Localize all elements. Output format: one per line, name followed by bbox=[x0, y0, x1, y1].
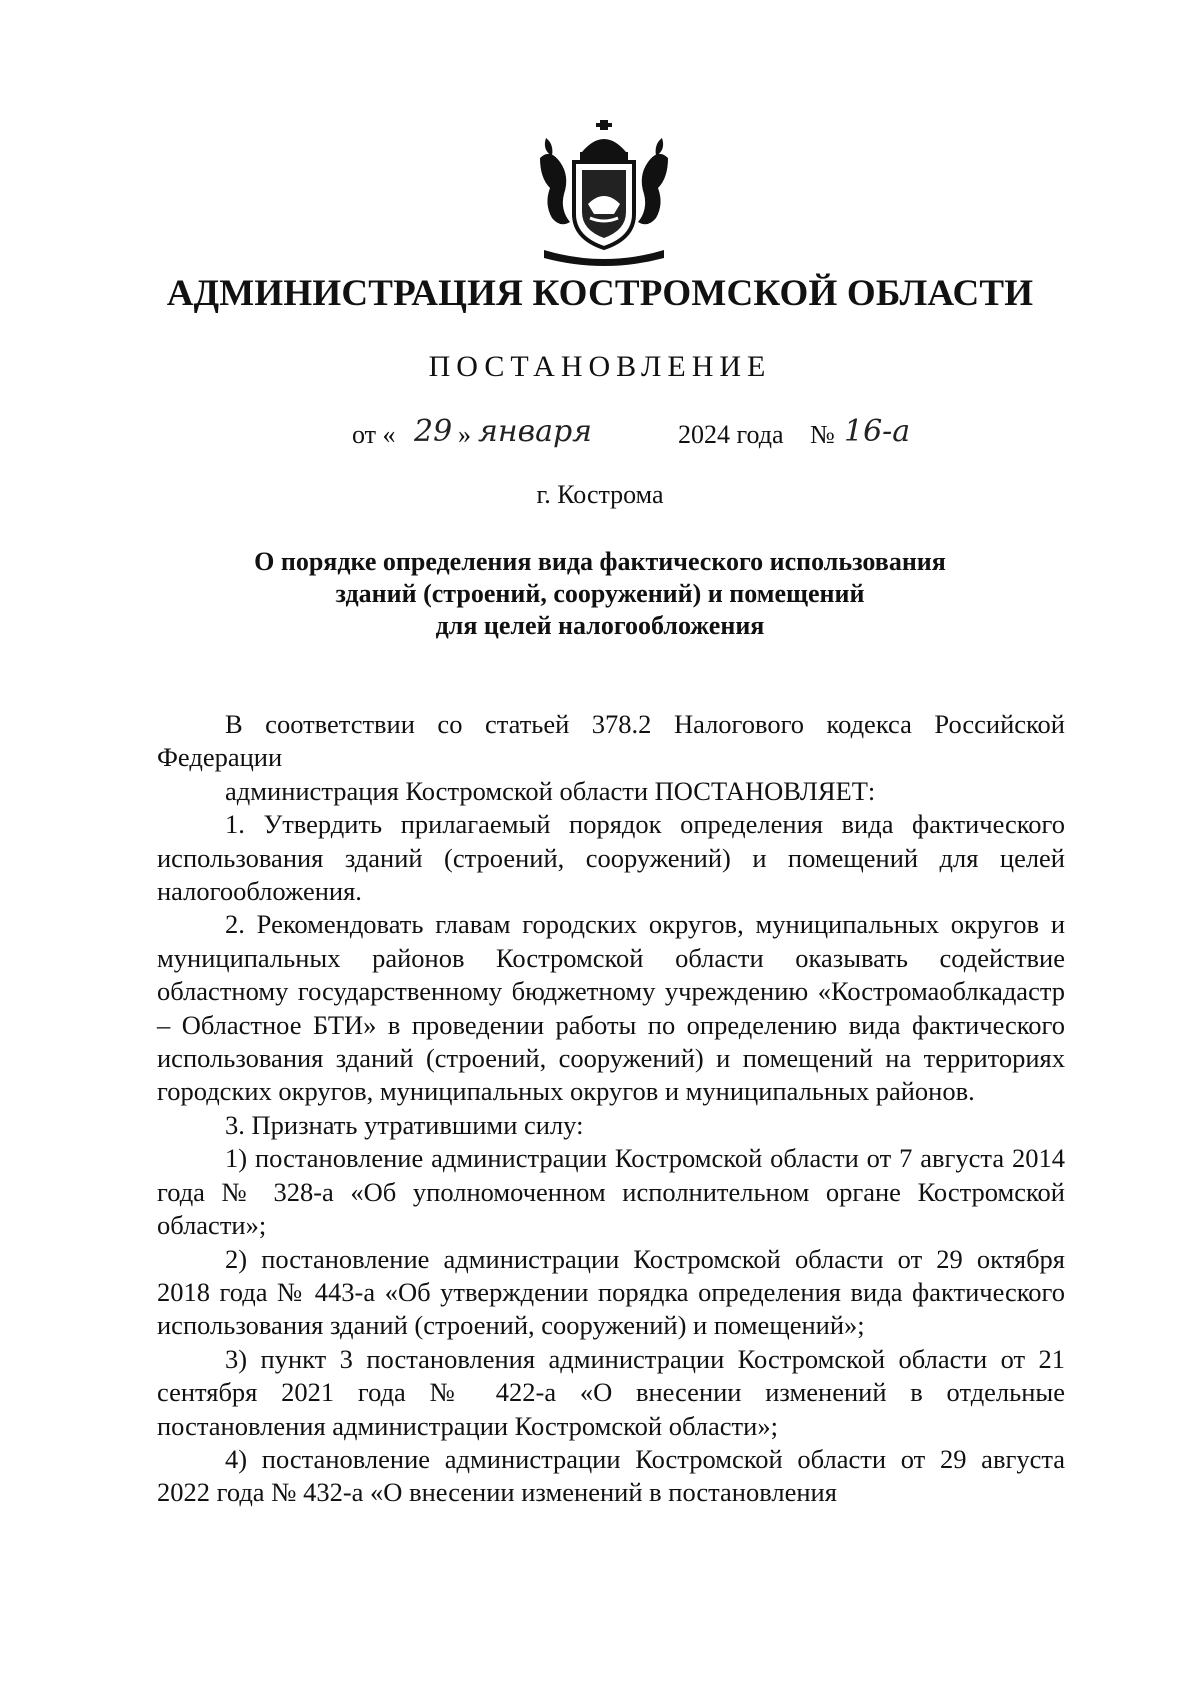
resolves-line: администрация Костромской области ПОСТАНОВЛЯЕТ: bbox=[225, 775, 876, 806]
city: г. Кострома bbox=[536, 480, 664, 509]
sub-item-3: 3) пункт 3 постановления администрации Костромской области от 21 сентября 2021 года № 422-а «О внесении изменений в отдельные постановления администрации Костромской области»; bbox=[157, 1343, 1065, 1441]
item-3: 3. Признать утратившими силу: bbox=[225, 1109, 584, 1140]
number-prefix: № bbox=[810, 420, 835, 449]
document-type: ПОСТАНОВЛЕНИЕ bbox=[428, 350, 772, 383]
sub-item-4: 4) постановление администрации Костромской области от 29 августа 2022 года № 432-а «О внесении изменений в постановления bbox=[157, 1443, 1065, 1508]
subject-line: О порядке определения вида фактического использования bbox=[254, 547, 946, 576]
sub-item-1: 1) постановление администрации Костромской области от 7 августа 2014 года № 328-а «Об уполномоченном исполнительном органе Костромской области»; bbox=[157, 1143, 1065, 1241]
date-line bbox=[352, 414, 972, 462]
item-2: 2. Рекомендовать главам городских округов, муниципальных округов и муниципальных районов Костромской области оказывать содействие областному государственному бюджетному учреждению «Костромаоблкадастр – Областное БТИ» в проведении работы по определению вида фактического использования зданий (строений, сооружений) и помещений на территориях городских округов, муниципальных округов и муниципальных районов. bbox=[157, 909, 1065, 1107]
date-separator: » bbox=[458, 420, 471, 449]
date-month: января bbox=[478, 414, 593, 449]
subject-line: зданий (строений, сооружений) и помещений bbox=[335, 579, 865, 608]
organization-title: АДМИНИСТРАЦИЯ КОСТРОМСКОЙ ОБЛАСТИ bbox=[166, 273, 1034, 314]
sub-item-2: 2) постановление администрации Костромской области от 29 октября 2018 года № 443-а «Об утверждении порядка определения вида фактического использования зданий (строений, сооружений) и помещений»; bbox=[157, 1243, 1065, 1341]
preamble: В соответствии со статьей 378.2 Налогового кодекса Российской Федерации bbox=[157, 709, 1065, 773]
date-prefix: от « bbox=[352, 420, 396, 449]
date-day: 29 bbox=[414, 414, 453, 449]
date-year: 2024 года bbox=[678, 420, 784, 449]
item-1: 1. Утвердить прилагаемый порядок определения вида фактического использования зданий (строений, сооружений) и помещений для целей налогообложения. bbox=[157, 809, 1065, 907]
subject-heading bbox=[0, 546, 1200, 642]
coat-of-arms-icon bbox=[530, 118, 678, 268]
document-body bbox=[157, 708, 1065, 1510]
document-number: 16-а bbox=[844, 414, 911, 449]
subject-line: для целей налогообложения bbox=[435, 611, 765, 640]
